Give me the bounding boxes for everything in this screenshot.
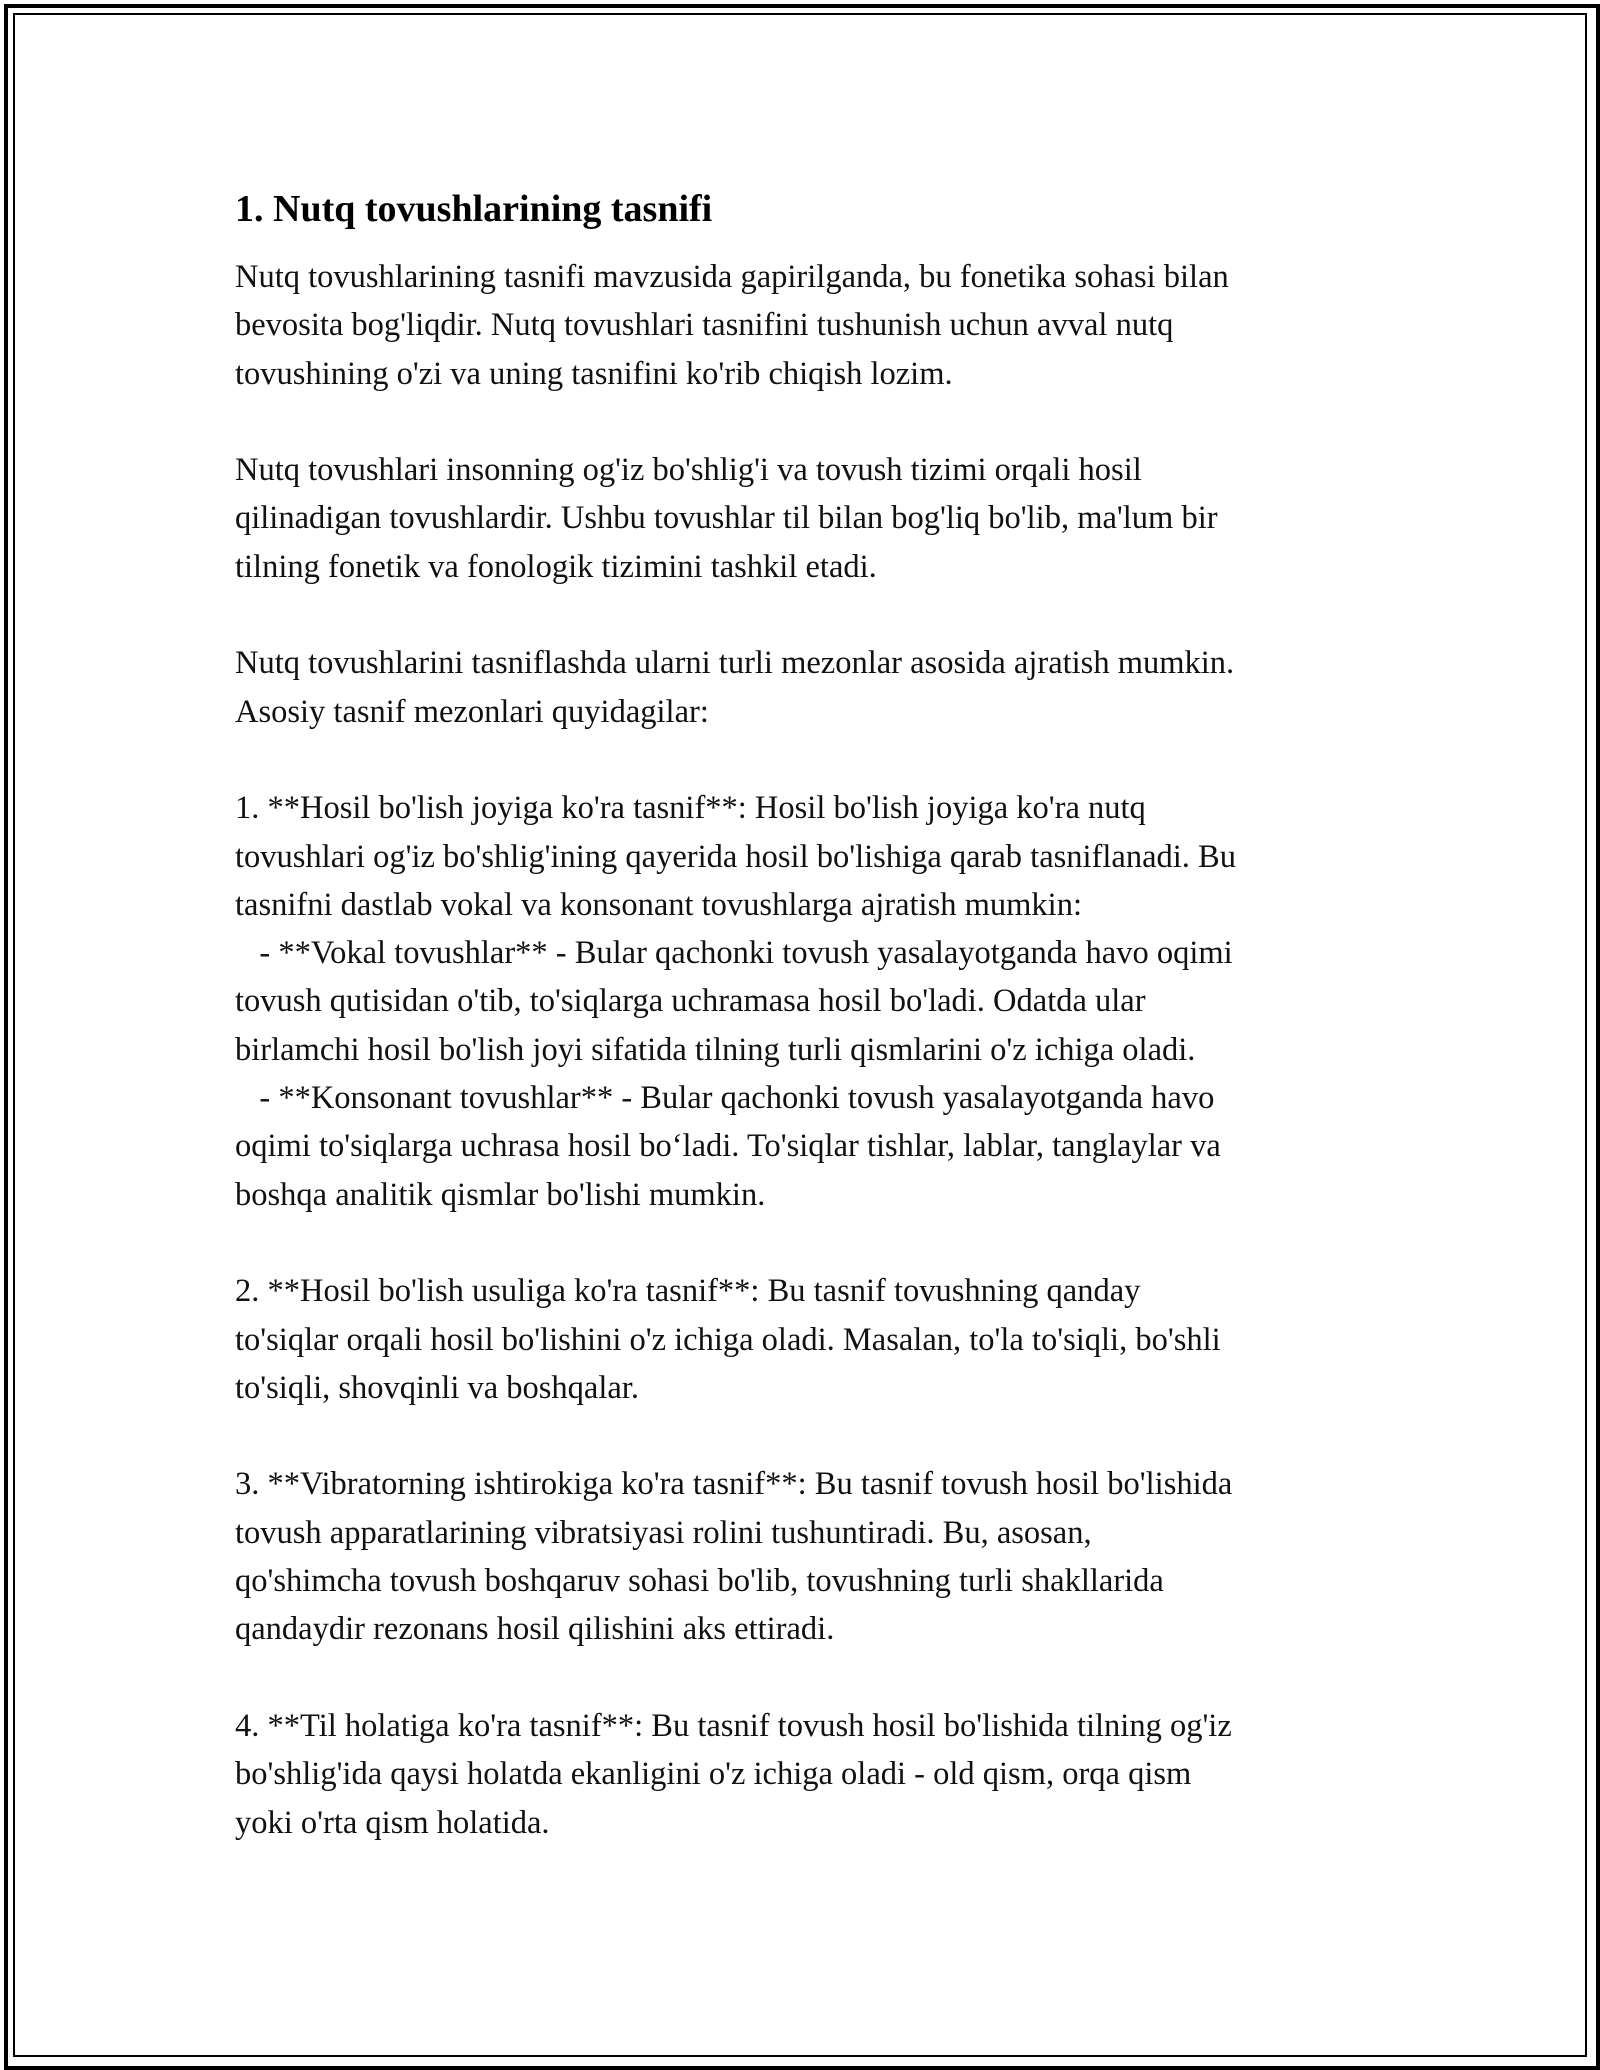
text-line: to'siqli, shovqinli va boshqalar. [235, 1369, 639, 1406]
text-line: qo'shimcha tovush boshqaruv sohasi bo'lib, tovushning turli shakllarida [235, 1563, 1164, 1600]
paragraph [235, 1267, 1370, 1412]
text-line: - **Konsonant tovushlar** - Bular qachonki tovush yasalayotganda havo [235, 1080, 1215, 1117]
paragraph [235, 784, 1370, 1219]
text-line: oqimi to'siqlarga uchrasa hosil bo‘ladi. To'siqlar tishlar, lablar, tanglaylar va [235, 1128, 1221, 1165]
paragraphs-container [235, 253, 1370, 1847]
paragraph [235, 1460, 1370, 1653]
text-line: 3. **Vibratorning ishtirokiga ko'ra tasnif**: Bu tasnif tovush hosil bo'lishida [235, 1466, 1233, 1503]
paragraph-gap [235, 736, 1370, 784]
text-line: tilning fonetik va fonologik tizimini tashkil etadi. [235, 548, 877, 585]
paragraph-gap [235, 1412, 1370, 1460]
text-line: birlamchi hosil bo'lish joyi sifatida tilning turli qismlarini o'z ichiga oladi. [235, 1031, 1196, 1068]
text-line: 1. **Hosil bo'lish joyiga ko'ra tasnif**: Hosil bo'lish joyiga ko'ra nutq [235, 790, 1146, 827]
paragraph [235, 446, 1370, 591]
text-line: tovush qutisidan o'tib, to'siqlarga uchramasa hosil bo'ladi. Odatda ular [235, 983, 1146, 1020]
text-line: boshqa analitik qismlar bo'lishi mumkin. [235, 1176, 766, 1213]
paragraph-gap [235, 1219, 1370, 1267]
paragraph-gap [235, 398, 1370, 446]
text-line: qilinadigan tovushlardir. Ushbu tovushlar til bilan bog'liq bo'lib, ma'lum bir [235, 500, 1218, 537]
text-line: - **Vokal tovushlar** - Bular qachonki tovush yasalayotganda havo oqimi [235, 935, 1233, 972]
text-line: yoki o'rta qism holatida. [235, 1804, 550, 1841]
text-line: qandaydir rezonans hosil qilishini aks ettiradi. [235, 1611, 835, 1648]
text-line: to'siqlar orqali hosil bo'lishini o'z ichiga oladi. Masalan, to'la to'siqli, bo'shli [235, 1321, 1221, 1358]
section-heading: 1. Nutq tovushlarining tasnifi [235, 188, 713, 230]
text-line: bo'shlig'ida qaysi holatda ekanligini o'z ichiga oladi - old qism, orqa qism [235, 1756, 1192, 1793]
text-line: Nutq tovushlarini tasniflashda ularni turli mezonlar asosida ajratish mumkin. [235, 645, 1235, 682]
text-line: bevosita bog'liqdir. Nutq tovushlari tasnifini tushunish uchun avval nutq [235, 307, 1174, 344]
text-line: 4. **Til holatiga ko'ra tasnif**: Bu tasnif tovush hosil bo'lishida tilning og'iz [235, 1707, 1232, 1744]
text-line: tovush apparatlarining vibratsiyasi rolini tushuntiradi. Bu, asosan, [235, 1514, 1092, 1551]
text-line: tovushining o'zi va uning tasnifini ko'rib chiqish lozim. [235, 355, 953, 392]
text-line: Asosiy tasnif mezonlari quyidagilar: [235, 693, 709, 730]
paragraph-gap [235, 1654, 1370, 1702]
text-line: Nutq tovushlari insonning og'iz bo'shlig'i va tovush tizimi orqali hosil [235, 452, 1142, 489]
text-line: Nutq tovushlarining tasnifi mavzusida gapirilganda, bu fonetika sohasi bilan [235, 259, 1229, 295]
paragraph [235, 253, 1370, 398]
text-line: tasnifni dastlab vokal va konsonant tovushlarga ajratish mumkin: [235, 886, 1082, 923]
document-body [235, 185, 1370, 1847]
paragraph [235, 1702, 1370, 1847]
text-line: tovushlari og'iz bo'shlig'ining qayerida hosil bo'lishiga qarab tasniflanadi. Bu [235, 838, 1236, 875]
paragraph [235, 639, 1370, 736]
paragraph-gap [235, 591, 1370, 639]
text-line: 2. **Hosil bo'lish usuliga ko'ra tasnif**: Bu tasnif tovushning qanday [235, 1273, 1141, 1310]
